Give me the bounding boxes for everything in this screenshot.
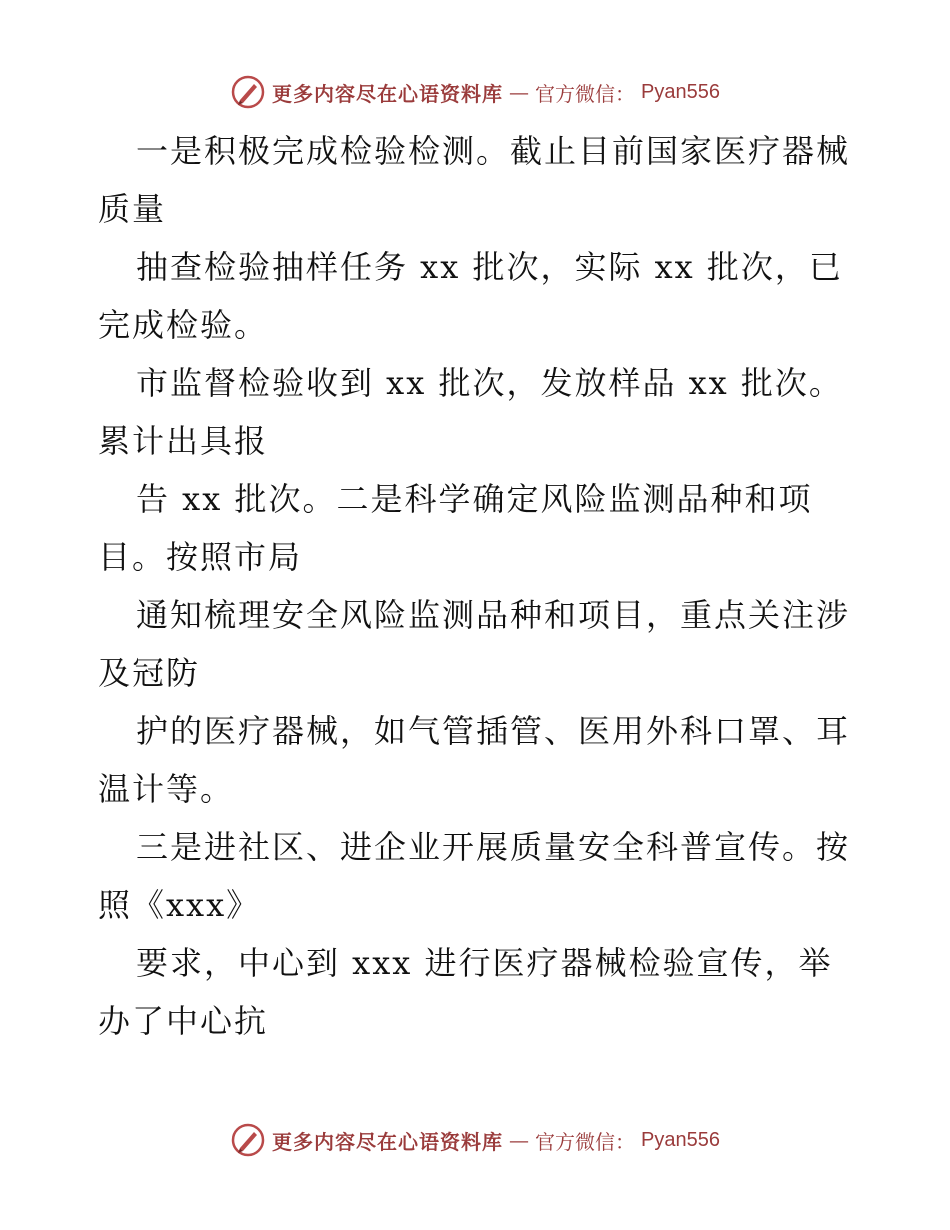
watermark-site: 更多内容尽在心语资料库 [272, 81, 504, 106]
watermark-separator: — [509, 80, 530, 104]
text-line: 要求，中心到 xxx 进行医疗器械检验宣传，举 [136, 944, 833, 982]
watermark-label: 官方微信： [535, 81, 636, 106]
text-line: 办了中心抗 [98, 1002, 269, 1040]
text-line: 累计出具报 [98, 422, 269, 460]
text-line: 温计等。 [98, 770, 235, 808]
pen-logo-icon [230, 74, 266, 110]
pen-logo-icon [230, 1122, 266, 1158]
watermark-site: 更多内容尽在心语资料库 [272, 1129, 504, 1154]
text-line: 及冠防 [98, 654, 201, 692]
text-line: 完成检验。 [98, 306, 269, 344]
document-body [98, 122, 858, 1050]
text-line: 护的医疗器械，如气管插管、医用外科口罩、耳 [136, 712, 851, 750]
header-watermark [0, 72, 950, 112]
text-line: 通知梳理安全风险监测品种和项目，重点关注涉 [136, 596, 851, 634]
text-line: 照《xxx》 [98, 886, 261, 924]
footer-watermark [0, 1120, 950, 1160]
text-line: 三是进社区、进企业开展质量安全科普宣传。按 [136, 828, 851, 866]
watermark-label: 官方微信： [535, 1129, 636, 1154]
watermark-id: Pyan556 [641, 80, 720, 103]
text-line: 目。按照市局 [98, 538, 303, 576]
watermark-separator: — [509, 1128, 530, 1152]
text-line: 一是积极完成检验检测。截止目前国家医疗器械 [136, 132, 851, 170]
text-line: 质量 [98, 190, 167, 228]
text-line: 抽查检验抽样任务 xx 批次，实际 xx 批次，已 [136, 248, 843, 286]
watermark-id: Pyan556 [641, 1128, 720, 1151]
text-line: 告 xx 批次。二是科学确定风险监测品种和项 [136, 480, 813, 518]
text-line: 市监督检验收到 xx 批次，发放样品 xx 批次。 [136, 364, 843, 402]
